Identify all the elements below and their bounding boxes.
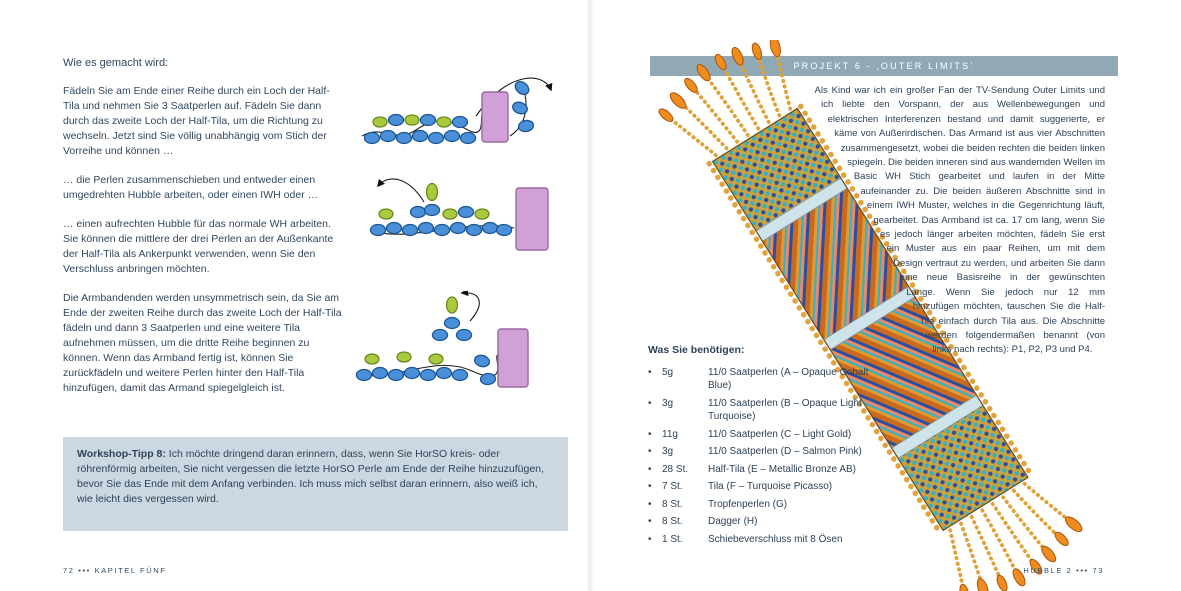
page-footer-left: 72 ••• KAPITEL FÜNF: [63, 566, 167, 575]
material-item: [648, 463, 888, 477]
tila-bead: [482, 92, 508, 142]
section-heading: Wie es gemacht wird:: [63, 57, 169, 69]
bead-diagram-step2: [366, 166, 561, 270]
material-qty: 11g: [662, 428, 678, 440]
material-desc: Schiebeverschluss mit 8 Ösen: [708, 533, 843, 545]
material-desc: 11/0 Saatperlen (C – Light Gold): [708, 428, 852, 440]
materials-heading: Was Sie benötigen:: [648, 344, 745, 356]
material-desc: Tropfenperlen (G): [708, 498, 788, 510]
intro-text: Als Kind war ich ein großer Fan der TV-Sendung Outer Limits und ich liebte den Vorspann, der aus Wellenbewegungen und elektrischen Interferenzen bestand und damit suggerierte, er käme von Außerirdischen. Das Armand ist aus vier Abschnitten zusammengesetzt, wobei die beiden rechten die beiden linken spiegeln. Die beiden inneren sind aus wandernden Wellen im Basic WH Stich gearbeitet und laufen in der Mitte aufeinander zu. Die beiden äußeren Abschnitte sind in einem IWH Muster, welches in die Gegenrichtung läuft, gearbeitet. Das Armband ist ca. 17 cm lang, wenn Sie es jedoch länger arbeiten möchten, fädeln Sie erst ein Muster aus ein paar Reihen, um mit dem Design vertraut zu werden, und arbeiten Sie dann eine neue Basisreihe in der gewünschten Länge. Wenn Sie jedoch nur 12 mm hinzufügen möchten, tauschen Sie die Half-Tila einfach durch Tila aus. Die Abschnitte werden folgendermaßen benannt (von links nach rechts): P1, P2, P3 und P4.: [814, 85, 1105, 356]
material-desc: Tila (F – Turquoise Picasso): [708, 481, 833, 492]
instruction-paragraph-2: … die Perlen zusammenschieben und entweder einen umgedrehten Hubble arbeiten, oder einen IWH oder …: [63, 174, 319, 201]
tip-text: Ich möchte dringend daran erinnern, dass, wenn Sie HorSO kreis- oder röhrenförmig arbeiten, Sie nicht vergessen die letzte HorSO Perle am Ende der Reihe hinzuzufügen, bevor Sie das Ende mit dem Anfang verbinden. Ich muss mich selbst daran erinnern, also weiß ich, wie leicht dies vergessen wird.: [77, 448, 544, 505]
tila-bead: [516, 188, 548, 250]
material-qty: 3g: [662, 446, 674, 457]
material-qty: 3g: [662, 397, 674, 409]
material-desc: 11/0 Saatperlen (A – Opaque Cobalt Blue): [708, 366, 869, 391]
material-item: [648, 445, 888, 459]
material-item: [648, 533, 888, 547]
material-item: [648, 397, 888, 424]
thread-arrow: [378, 179, 424, 202]
instructions-column: [63, 56, 343, 410]
material-qty: 7 St.: [662, 481, 683, 492]
bullet: •: [648, 446, 652, 457]
anchor-seed-bead: [447, 297, 458, 313]
material-qty: 8 St.: [662, 516, 683, 527]
material-qty: 5g: [662, 366, 674, 378]
material-desc: Half-Tila (E – Metallic Bronze AB): [708, 463, 857, 475]
page-footer-right: HUBBLE 2 ••• 73: [1023, 566, 1104, 575]
bullet: •: [648, 481, 652, 492]
bullet: •: [648, 428, 652, 440]
material-qty: 8 St.: [662, 498, 683, 510]
bullet: •: [648, 533, 652, 545]
bead-diagram-step3: [352, 291, 542, 406]
material-item: [648, 480, 888, 494]
tila-bead: [498, 329, 528, 387]
material-item: [648, 515, 888, 529]
added-seed-bead: [427, 184, 438, 201]
material-qty: 28 St.: [662, 463, 689, 475]
bullet: •: [648, 516, 652, 527]
material-desc: Dagger (H): [708, 516, 758, 527]
bullet: •: [648, 366, 652, 378]
page-gutter: [586, 0, 594, 591]
bead-diagram-step1: [358, 64, 563, 166]
bullet: •: [648, 397, 652, 409]
materials-list: [648, 344, 888, 550]
instruction-paragraph-3: … einen aufrechten Hubble für das normale WH arbeiten. Sie können die mittlere der drei Perlen an der Außenkante der Half-Tila als Ankerpunkt verwenden, wenn Sie den Verschluss anbringen möchten.: [63, 218, 334, 275]
bullet: •: [648, 498, 652, 510]
material-qty: 1 St.: [662, 533, 683, 545]
material-desc: 11/0 Saatperlen (D – Salmon Pink): [708, 446, 862, 457]
workshop-tip-box: [63, 437, 568, 531]
material-desc: 11/0 Saatperlen (B – Opaque Light Turquoise): [708, 397, 862, 422]
material-item: [648, 428, 888, 442]
instruction-paragraph-4: Die Armbandenden werden unsymmetrisch sein, da Sie am Ende der zweiten Reihe durch das zweite Loch der Half-Tila fädeln und dann 3 Saatperlen und eine weitere Tila aufnehmen müssen, um die dritte Reihe beginnen zu können. Wenn das Armband fertig ist, können Sie zurückfädeln und weitere Perlen hinter den Half-Tila hinzufügen, damit das Armand spiegelgleich ist.: [63, 292, 342, 394]
instruction-paragraph-1: Fädeln Sie am Ende einer Reihe durch ein Loch der Half-Tila und nehmen Sie 3 Saatperlen auf. Fädeln Sie dann durch das zweite Loch der Half-Tila, um die Richtung zu wechseln. Jetzt sind Sie völlig unabhängig vom Stich der Vorreihe und können …: [63, 85, 330, 157]
project-title-bar: PROJEKT 6 - ‚OUTER LIMITS’: [650, 56, 1118, 76]
tip-label: Workshop-Tipp 8:: [77, 448, 166, 460]
material-item: [648, 498, 888, 512]
bullet: •: [648, 463, 652, 475]
thread-arrow: [462, 293, 479, 321]
material-item: [648, 366, 888, 393]
